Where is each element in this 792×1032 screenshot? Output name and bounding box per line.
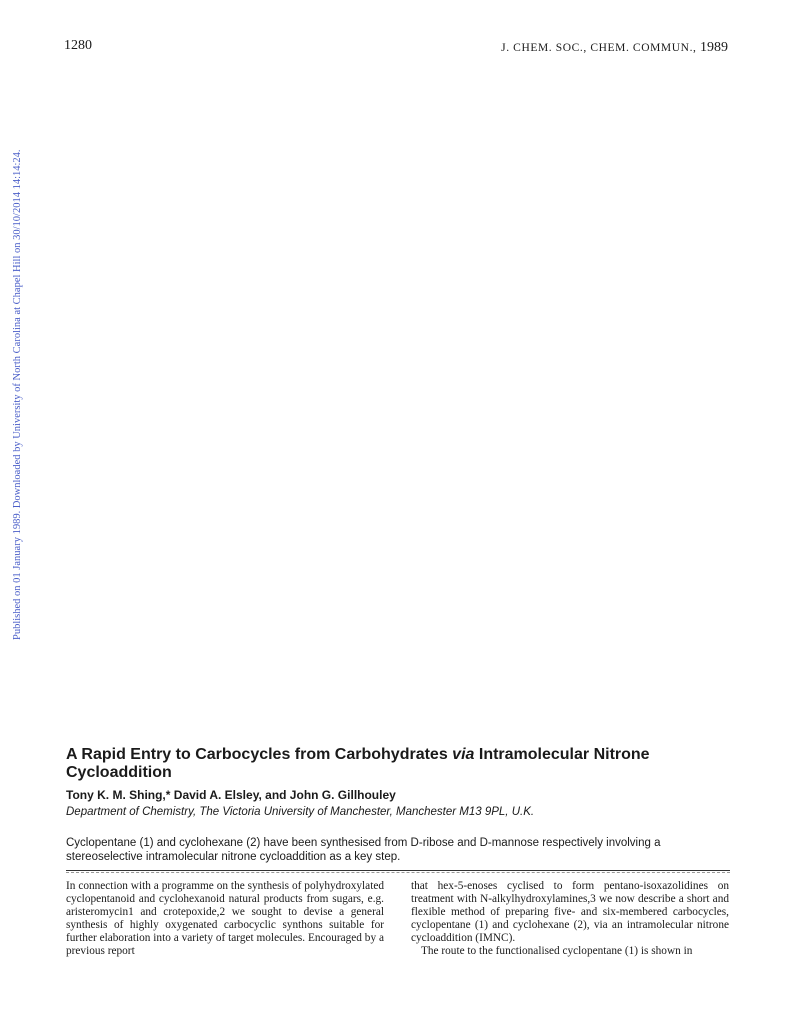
journal-name: J. CHEM. SOC., CHEM. COMMUN., [501,42,700,54]
body-paragraph: The route to the functionalised cyclopentane (1) is shown in [421,944,693,957]
abstract-divider [66,870,730,871]
body-paragraph: In connection with a programme on the synthesis of polyhydroxylated cyclopentanoid and cyclohexanoid natural products from sugars, e.g. aristeromycin1 and crotepoxide,2 we sought to devise a general synthesis of highly oxygenated carbocyclic synthons suitable for further elaboration into a variety of target molecules. Encouraged by a previous report [66,880,384,957]
page-number: 1280 [64,38,92,53]
abstract-divider-dashed [66,872,730,873]
title-part-1: A Rapid Entry to Carbocycles from Carbohydrates [66,746,453,763]
abstract: Cyclopentane (1) and cyclohexane (2) have been synthesised from D-ribose and D-mannose respectively involving a stereoselective intramolecular nitrone cycloaddition as a key step. [66,837,661,863]
affiliation: Department of Chemistry, The Victoria University of Manchester, Manchester M13 9PL, U.K. [66,806,535,818]
title-part-2: Intramolecular Nitrone Cycloaddition [66,746,650,781]
body-paragraph: that hex-5-enoses cyclised to form pentano-isoxazolidines on treatment with N-alkylhydroxylamines,3 we now describe a short and flexible method of preparing five- and six-membered carbocycles, cyclopentane (1) and cyclohexane (2), via an intramolecular nitrone cycloaddition (IMNC). [411,880,729,944]
body-column-left [66,880,384,957]
authors: Tony K. M. Shing,* David A. Elsley, and John G. Gillhouley [66,788,396,802]
download-stamp[interactable]: Published on 01 January 1989. Downloaded by University of North Carolina at Chapel Hill on 30/10/2014 14:14:24. [12,149,23,640]
journal-header [501,40,728,56]
title-via: via [452,746,475,763]
journal-year: 1989 [700,40,728,55]
article-title [66,746,706,782]
body-column-right [411,880,729,957]
